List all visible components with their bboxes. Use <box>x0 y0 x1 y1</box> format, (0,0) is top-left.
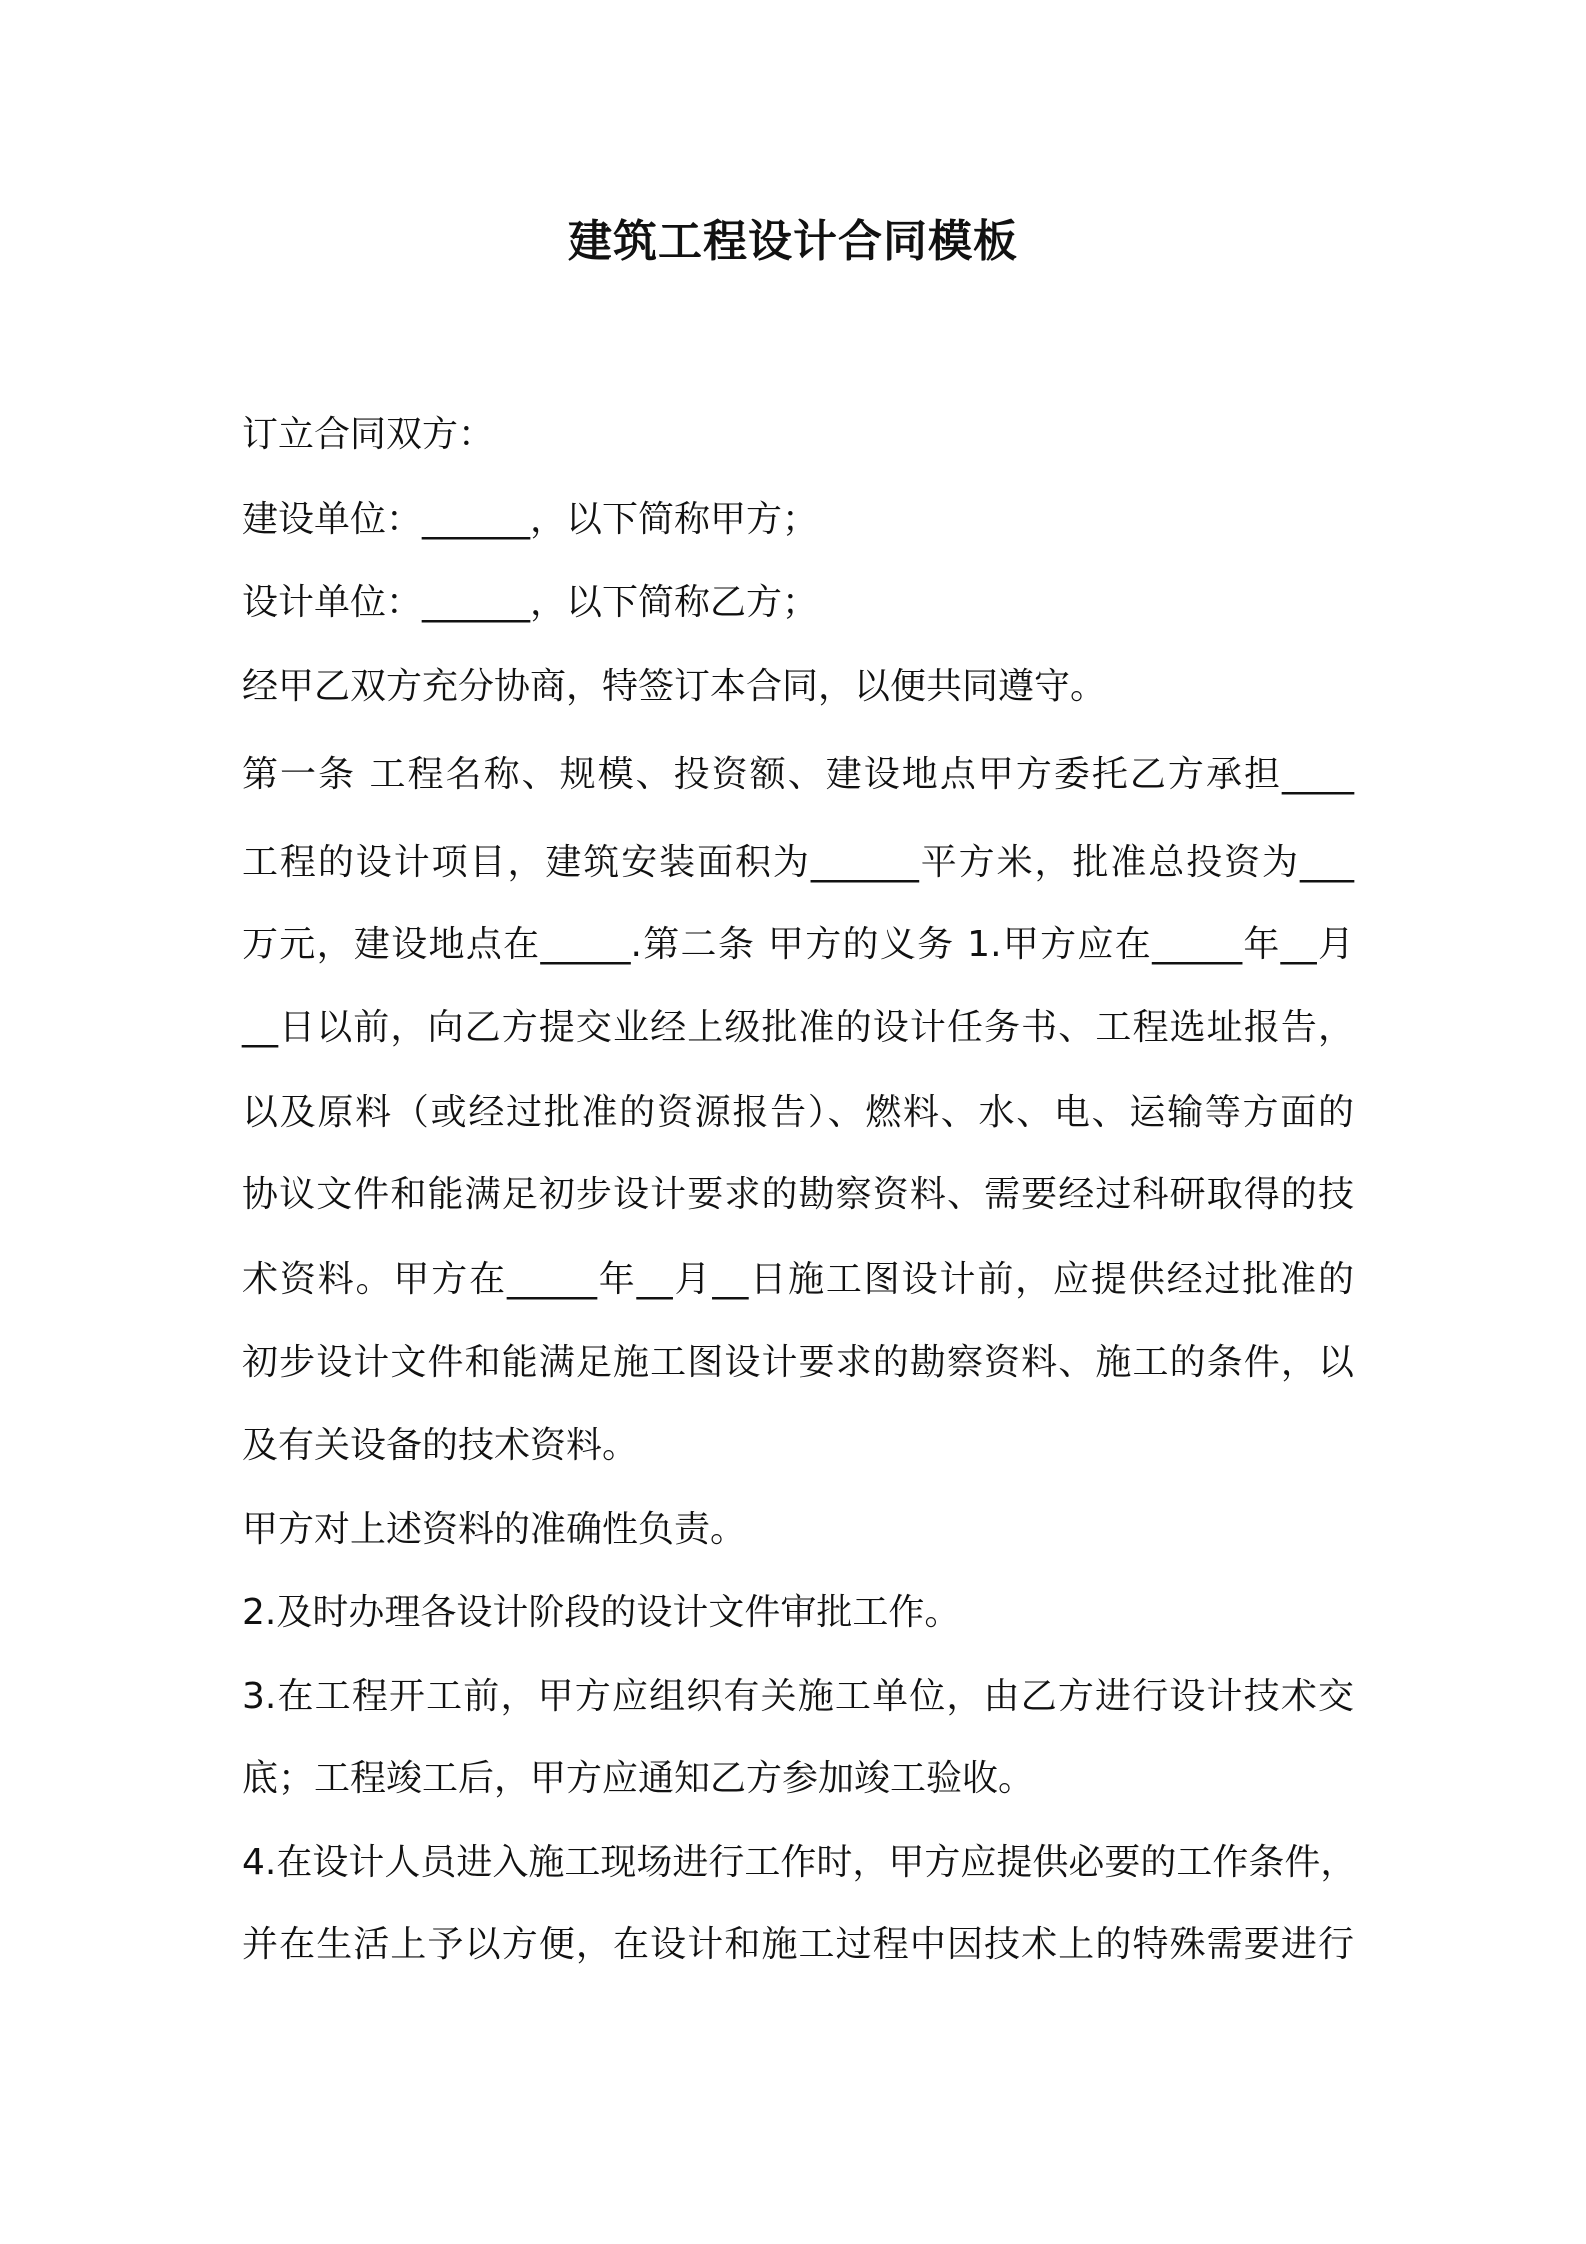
document-title: 建筑工程设计合同模板 <box>568 216 1018 267</box>
text-line: 第一条 工程名称、规模、投资额、建设地点甲方委托乙方承担____ <box>242 754 1354 795</box>
text-line: 2.及时办理各设计阶段的设计文件审批工作。 <box>242 1592 961 1633</box>
text-line: 经甲乙双方充分协商，特签订本合同，以便共同遵守。 <box>242 666 1107 707</box>
text-line: 3.在工程开工前，甲方应组织有关施工单位，由乙方进行设计技术交 <box>242 1676 1354 1717</box>
text-line: 订立合同双方： <box>242 414 495 455</box>
text-line: 4.在设计人员进入施工现场进行工作时，甲方应提供必要的工作条件， <box>242 1842 1357 1883</box>
text-line: 初步设计文件和能满足施工图设计要求的勘察资料、施工的条件，以 <box>242 1342 1354 1383</box>
text-line: 工程的设计项目，建筑安装面积为______平方米，批准总投资为___ <box>242 842 1354 883</box>
text-line: __日以前，向乙方提交业经上级批准的设计任务书、工程选址报告， <box>242 1007 1354 1048</box>
text-line: 及有关设备的技术资料。 <box>242 1425 639 1466</box>
text-line: 以及原料（或经过批准的资源报告）、燃料、水、电、运输等方面的 <box>242 1092 1354 1133</box>
text-line: 底；工程竣工后，甲方应通知乙方参加竣工验收。 <box>242 1758 1035 1799</box>
text-line: 万元，建设地点在_____.第二条 甲方的义务 1.甲方应在_____年__月 <box>242 924 1354 965</box>
text-line: 设计单位：______，以下简称乙方； <box>242 582 819 623</box>
text-line: 甲方对上述资料的准确性负责。 <box>242 1509 747 1550</box>
text-line: 并在生活上予以方便，在设计和施工过程中因技术上的特殊需要进行 <box>242 1924 1354 1965</box>
text-line: 协议文件和能满足初步设计要求的勘察资料、需要经过科研取得的技 <box>242 1174 1354 1215</box>
text-line: 建设单位：______，以下简称甲方； <box>242 499 819 540</box>
text-line: 术资料。甲方在_____年__月__日施工图设计前，应提供经过批准的 <box>242 1259 1354 1300</box>
